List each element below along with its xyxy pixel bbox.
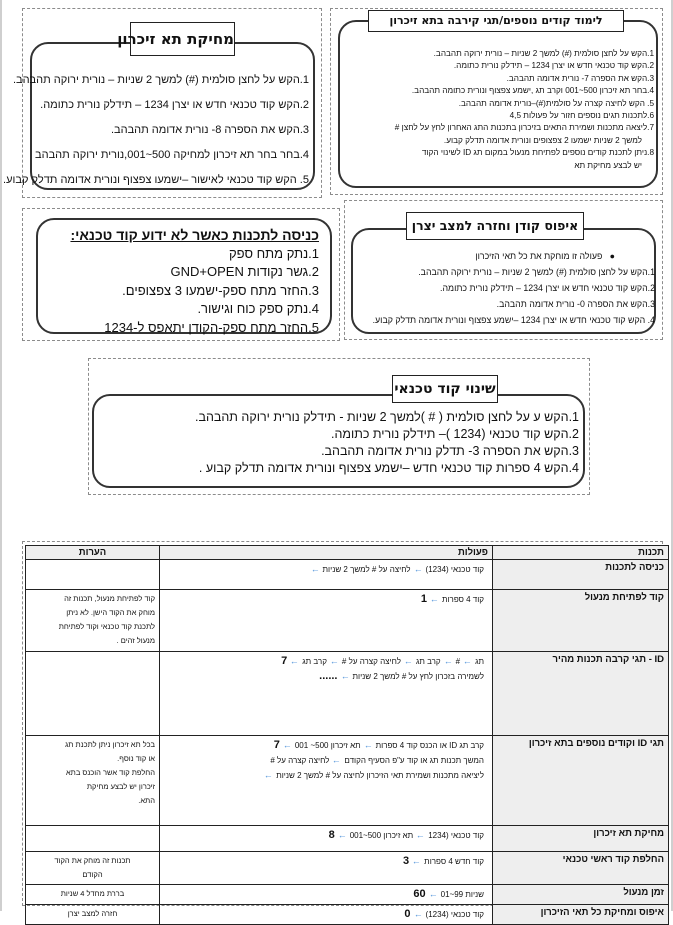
row-feature: מחיקת תא זיכרון xyxy=(493,826,669,852)
row-feature: כניסה לתכנות xyxy=(493,560,669,590)
learn-codes-steps xyxy=(344,48,654,172)
arrow-icon: → xyxy=(429,594,439,604)
step: 1.הקש על לחצן סולמית (#) למשך 2 שניות – נורית ירוקה תהבהב. xyxy=(433,49,654,58)
step: 2.הקש קוד טכנאי (1234 )– תידלק נורית כתומה. xyxy=(330,427,579,441)
step: 5.החזר מתח ספק-הקודן יתאפס ל-1234 xyxy=(104,319,319,335)
note-line: החלפת קוד אשר הוכנס בתא xyxy=(65,768,155,777)
action-step: לחיצה על # למשך 2 שניות xyxy=(322,565,411,574)
action-step: ...... xyxy=(319,670,338,682)
step: 4.בחר תא זיכרון 500~001 וקרב תג ,ישמע צפצוף ונורית כתומה תהבהב. xyxy=(411,86,654,96)
row-feature: איפוס ומחיקת כל תאי הזיכרון xyxy=(493,905,669,925)
bullet-text: פעולה זו מוחקת את כל תאי הזיכרון xyxy=(475,251,603,261)
action-step: 3 xyxy=(403,855,410,867)
action-step: קוד טכנאי (1234) xyxy=(425,910,484,919)
row-actions xyxy=(160,826,493,852)
action-sequence xyxy=(164,562,484,577)
note-line: מוחק את הקוד הישן. לא ניתן xyxy=(66,608,155,617)
action-sequence xyxy=(164,768,484,783)
action-step: תא זיכרון 500~001 xyxy=(349,831,414,840)
row-actions xyxy=(160,905,493,925)
step: 6.לתכנות תגים נוספים חזור על פעולות 4,5 xyxy=(509,111,654,121)
note-line: מנעול זהים . xyxy=(116,636,155,645)
action-step: המשך תכנות תג או קוד ע"פ הסעיף הקודם xyxy=(344,756,484,765)
arrow-icon: → xyxy=(340,671,350,681)
action-step: קרב תג xyxy=(302,657,327,666)
bullet-note xyxy=(350,248,655,264)
page-edge-left xyxy=(0,0,2,911)
note-line: בכל תא זיכרון ניתן לתכנת תג xyxy=(65,740,155,749)
step: 1.הקש על לחצן סולמית (#) למשך 2 שניות – נורית ירוקה תהבהב. xyxy=(12,74,309,86)
row-notes xyxy=(26,852,160,885)
table-row xyxy=(26,852,669,885)
action-sequence xyxy=(164,887,484,902)
arrow-icon: → xyxy=(290,656,300,666)
header-feature: תכנות xyxy=(493,546,669,560)
action-step: 1 xyxy=(420,593,427,605)
step: 5. הקש לחיצה קצרה על סולמית(#)–נורית אדומה תהבהב. xyxy=(458,98,654,108)
action-sequence xyxy=(164,669,484,684)
bullet-icon: ● xyxy=(602,251,615,261)
learn-codes-title: לימוד קודים נוספים/תגי קירבה בתא זיכרון xyxy=(368,10,624,32)
arrow-icon: → xyxy=(463,656,473,666)
arrow-icon: → xyxy=(264,770,274,780)
action-step: קרב תג ID או הכנס קוד 4 ספרות xyxy=(375,741,484,750)
delete-cell-title: מחיקת תא זיכרון xyxy=(130,22,235,56)
row-notes xyxy=(26,560,160,590)
action-step: 8 xyxy=(328,829,335,841)
note-line: בררת מחדל 4 שניות xyxy=(60,889,125,898)
note-line: הקודם xyxy=(82,870,103,879)
arrow-icon: → xyxy=(329,656,339,666)
step: 3.הקש את הספרה 0- נורית אדומה תהבהב. xyxy=(496,299,655,309)
row-notes xyxy=(26,736,160,826)
note-line: התא. xyxy=(138,796,155,805)
action-step: 60 xyxy=(413,888,426,900)
factory-reset-steps xyxy=(350,248,655,328)
step: 4.נתק ספק כוח וגישור. xyxy=(197,301,319,316)
row-actions xyxy=(160,885,493,905)
table-row xyxy=(26,652,669,736)
action-step: 7 xyxy=(273,739,280,751)
header-actions: פעולות xyxy=(160,546,493,560)
change-code-title: שינוי קוד טכנאי xyxy=(392,375,498,403)
action-sequence xyxy=(164,753,484,768)
step: 3.החזר מתח ספק-ישמעו 3 צפצופים. xyxy=(122,282,319,298)
action-step: שניות 99~01 xyxy=(440,890,484,899)
action-step: קוד טכנאי (1234) xyxy=(425,565,484,574)
arrow-icon: → xyxy=(282,740,292,750)
table-row xyxy=(26,560,669,590)
action-sequence xyxy=(164,828,484,843)
table-row xyxy=(26,736,669,826)
step: 3.הקש את הספרה 7- נורית אדומה תהבהב. xyxy=(506,73,654,83)
action-step: קוד חדש 4 ספרות xyxy=(424,857,484,866)
table-header-row xyxy=(26,546,669,560)
change-code-steps xyxy=(119,409,579,477)
step: 2.הקש קוד טכנאי חדש או יצרן 1234 – תידלק נורית כתומה. xyxy=(40,99,309,111)
row-actions xyxy=(160,852,493,885)
action-step: ליציאה מתכנות ושמירת תאי הזיכרון לחיצה על # למשך 2 שניות xyxy=(276,771,484,780)
row-feature: תגי ID וקודים נוספים בתא זיכרון xyxy=(493,736,669,826)
step: 3.הקש את הספרה 3- תדלק נורית אדומה תהבהב. xyxy=(321,444,579,458)
row-notes xyxy=(26,905,160,925)
step: 1.הקש על לחצן סולמית (#) למשך 2 שניות – נורית ירוקה תהבהב. xyxy=(418,267,655,277)
action-step: 7 xyxy=(281,655,288,667)
row-feature: קוד לפתיחת מנעול xyxy=(493,590,669,652)
table-row xyxy=(26,905,669,925)
step: 7.ליצאה מתכנות ושמירת התאים בזיכרון בתכנות התג האחרון לחץ על לחצן # xyxy=(394,123,654,133)
action-step: קוד טכנאי (1234 xyxy=(428,831,484,840)
action-step: קוד 4 ספרות xyxy=(441,595,484,604)
row-feature: ID - תגי קרבה תכנות מהיר xyxy=(493,652,669,736)
step: 4.בחר בחר תא זיכרון למחיקה 500~001,נורית ירוקה תהבהב xyxy=(35,149,309,161)
delete-cell-steps xyxy=(3,68,309,193)
arrow-icon: → xyxy=(332,755,342,765)
factory-reset-title: איפוס קודן וחזרה למצב יצרן xyxy=(406,212,584,240)
action-sequence xyxy=(164,592,484,607)
row-notes xyxy=(26,885,160,905)
row-feature: זמן מנעול xyxy=(493,885,669,905)
action-sequence xyxy=(164,654,484,669)
step: 8.ניתן לתכנת קודים נוספים לפתיחת מנעול במקום תג ID לשינוי הקוד xyxy=(421,148,654,158)
action-step: תא זיכרון 500~ 001 xyxy=(294,741,361,750)
action-step: 0 xyxy=(404,908,411,920)
arrow-icon: → xyxy=(403,656,413,666)
step: 1.הקש ע על לחצן סולמית ( # )למשך 2 שניות - תידלק נורית ירוקה תהבהב. xyxy=(195,410,579,424)
unknown-code-content xyxy=(29,226,319,337)
step: 3.הקש את הספרה 8- נורית אדומה תהבהב. xyxy=(110,124,309,136)
action-step: # xyxy=(455,657,461,666)
step: 5. הקש קוד טכנאי לאישור –ישמעו צפצוף ונורית אדומה תדלק קבוע. xyxy=(3,174,309,186)
row-notes xyxy=(26,826,160,852)
note-line: זיכרון יש לבצע מחיקת xyxy=(86,782,155,791)
arrow-icon: → xyxy=(428,889,438,899)
arrow-icon: → xyxy=(337,830,347,840)
action-sequence xyxy=(164,854,484,869)
row-actions xyxy=(160,652,493,736)
row-notes xyxy=(26,590,160,652)
row-notes xyxy=(26,652,160,736)
table-row xyxy=(26,590,669,652)
unknown-code-title: כניסה לתכנות כאשר לא ידוע קוד טכנאי: xyxy=(70,227,319,243)
action-step: לחיצה קצרה על # xyxy=(341,657,401,666)
note-line: חזרה למצב יצרן xyxy=(67,909,118,918)
arrow-icon: → xyxy=(412,856,422,866)
action-step: לשמירה בזכרון לחץ על # למשך 2 שניות xyxy=(352,672,484,681)
row-feature: החלפת קוד ראשי טכנאי xyxy=(493,852,669,885)
action-sequence xyxy=(164,907,484,922)
programming-table xyxy=(25,545,669,925)
note-line: קוד לפתיחת מנעול, תכנות זה xyxy=(64,594,155,603)
arrow-icon: → xyxy=(413,564,423,574)
arrow-icon: → xyxy=(310,564,320,574)
step: 4.הקש 4 ספרות קוד טכנאי חדש –ישמע צפצוף ונורית אדומה תדלק קבוע . xyxy=(198,461,579,475)
step: 4. הקש קוד טכנאי חדש או יצרן 1234 –ישמע צפצוף ונורית אדומה תדלק קבוע. xyxy=(372,315,655,325)
step: 2.גשר נקודות GND+OPEN xyxy=(170,264,319,279)
step: למשך 2 שניות ישמעו 2 צפצופים ונורית אדומה תדלק קבוע. xyxy=(443,135,642,145)
action-step: קרב תג xyxy=(415,657,441,666)
table-row xyxy=(26,885,669,905)
action-sequence xyxy=(164,738,484,753)
row-actions xyxy=(160,590,493,652)
arrow-icon: → xyxy=(363,740,373,750)
arrow-icon: → xyxy=(416,830,426,840)
table-row xyxy=(26,826,669,852)
step: 1.נתק מתח ספק xyxy=(229,245,319,261)
action-step: תג xyxy=(475,657,484,666)
step: 2.הקש קוד טכנאי חדש או יצרן 1234 – תידלק נורית כתומה. xyxy=(453,61,654,71)
action-step: לחיצה קצרה על # xyxy=(270,756,330,765)
note-line: תכנות זה מוחק את הקוד xyxy=(54,856,131,865)
header-notes: הערות xyxy=(26,546,160,560)
step: 2.הקש קוד טכנאי חדש או יצרן 1234 – תידלק נורית כתומה. xyxy=(440,283,655,293)
arrow-icon: → xyxy=(413,909,423,919)
step: יש לבצע מחיקת תא xyxy=(574,160,642,170)
note-line: או קוד נוסף. xyxy=(117,754,155,763)
row-actions xyxy=(160,560,493,590)
row-actions xyxy=(160,736,493,826)
note-line: לתכנת קוד טכנאי וקוד לפתיחת xyxy=(58,622,155,631)
arrow-icon: → xyxy=(443,656,453,666)
